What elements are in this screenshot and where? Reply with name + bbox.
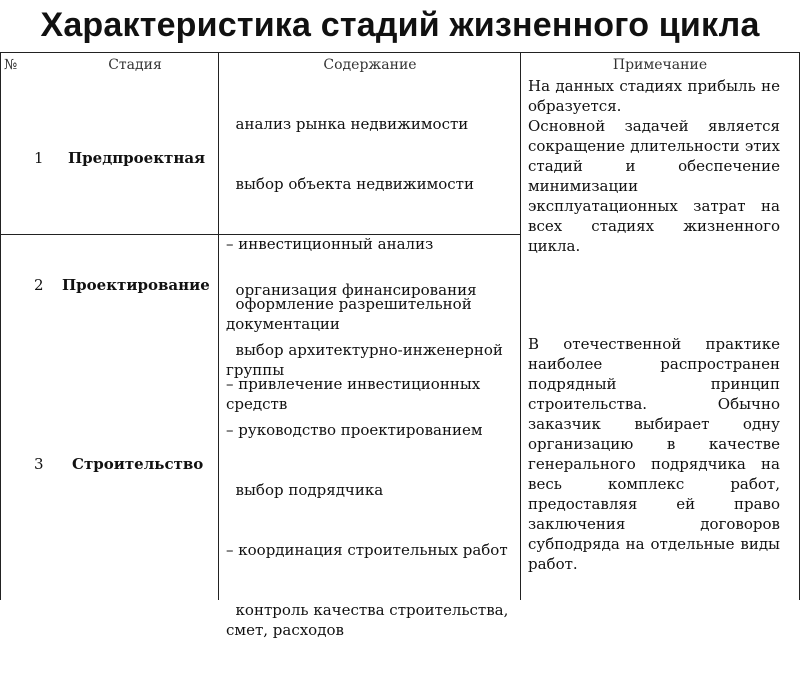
list-item: – привлечение инвестиционных средств [226,375,486,413]
note-main-task: Основной задачей является сокращение длительности этих стадий и обеспечение минимизации эксплуатационных затрат на всех стадиях жизненного цикла. [528,117,780,255]
row-number-1: 1 [34,149,44,167]
row-number-2: 2 [34,276,44,294]
list-item: оформление разрешительной документации [226,295,477,333]
lifecycle-table [0,52,800,639]
table-border-left [0,52,1,600]
column-divider-content [520,52,521,600]
list-item: – инвестиционный анализ [226,235,434,253]
list-item: выбор подрядчика [226,481,384,499]
header-note: Примечание [612,57,708,73]
list-item: выбор архитектурно-инженерной группы [226,341,508,379]
column-divider-stage [218,52,219,600]
list-item: – координация строительных работ [226,541,508,559]
content-list-design [226,240,518,680]
stage-name-2: Проектирование [62,276,210,294]
column-divider-num [27,52,28,600]
stage-name-1: Предпроектная [68,149,206,167]
page-title: Характеристика стадий жизненного цикла [40,6,760,44]
list-item: анализ рынка недвижимости [226,115,469,133]
header-stage: Стадия [108,57,162,73]
stage-name-3: Строительство [72,455,204,473]
header-num: № [4,57,18,73]
note-practice: В отечественной практике наиболее распространен подрядный принцип строительства. Обычно заказчик выбирает одну организацию в качестве генерального подрядчика на весь комплекс работ, предоставляя ей право заключения договоров субподряда на отдельные виды работ. [528,335,780,573]
row-number-3: 3 [34,455,44,473]
list-item: контроль качества строительства, смет, расходов [226,601,514,639]
table-border-top [0,52,800,53]
list-item: – руководство проектированием [226,421,483,439]
note-block-2 [528,334,780,574]
note-block-1 [528,76,780,256]
header-content: Содержание [323,57,417,73]
note-profit: На данных стадиях прибыль не образуется. [528,77,780,115]
list-item: организация финансирования [226,281,477,299]
list-item: выбор объекта недвижимости [226,175,474,193]
